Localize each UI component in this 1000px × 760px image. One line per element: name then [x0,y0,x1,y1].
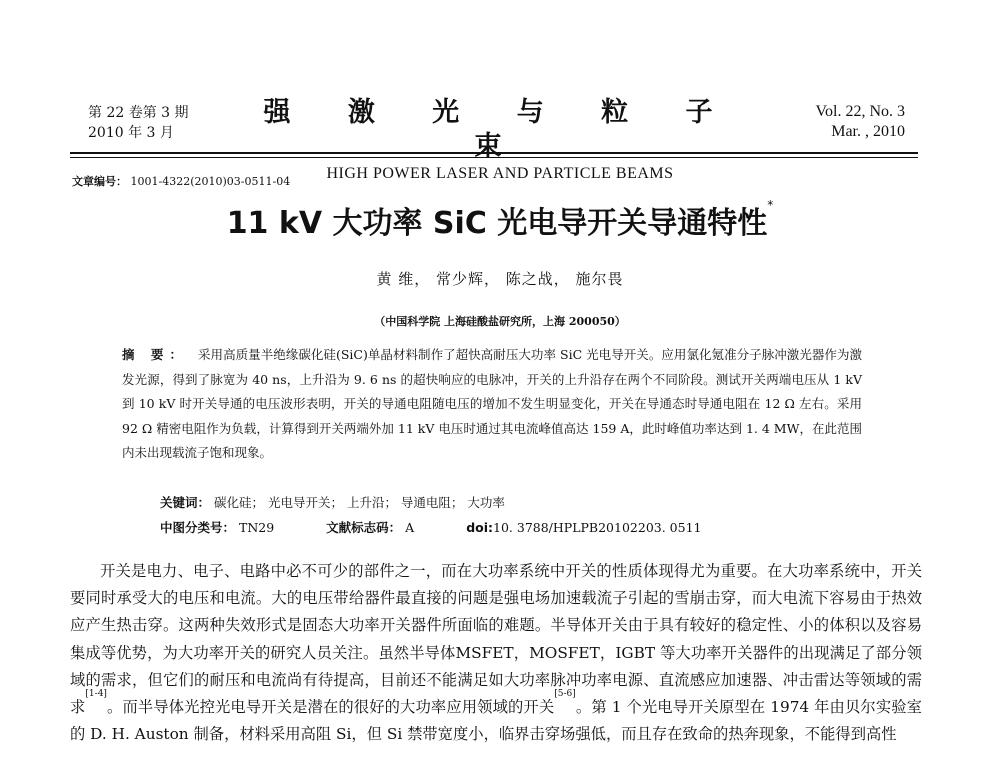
body-paragraph [70,558,922,748]
article-number-label: 文章编号： [72,175,127,188]
doi-label: doi: [466,520,494,535]
journal-name [250,96,750,184]
citation-ref[interactable]: [1-4] [85,689,107,700]
volume-issue: 第 22 卷第 3 期 [88,105,189,121]
issue-date: 2010 年 3 月 [88,125,174,141]
keywords [160,493,505,511]
article-number-value: 1001-4322(2010)03-0511-04 [130,175,291,188]
classification [160,518,701,536]
keywords-text: 碳化硅； 光电导开关； 上升沿； 导通电阻； 大功率 [214,495,505,510]
header-rule-thin [70,157,918,158]
volume-en: Vol. 22, No. 3 [815,103,905,120]
authors: 黄 维， 常少辉， 陈之战， 施尔畏 [376,270,624,288]
journal-name-en: HIGH POWER LASER AND PARTICLE BEAMS [326,165,674,182]
journal-issue-info-en [816,102,906,142]
body-text-1: 开关是电力、电子、电路中必不可少的部件之一，而在大功率系统中开关的性质体现得尤为重要。在大功率系统中，开关要同时承受大的电压和电流。大的电压带给器件最直接的问题是强电场加速载流子引起的雪崩击穿，而大电流下容易由于热效应产生热击穿。这两种失效形式是固态大功率开关器件所面临的难题。半导体开关由于具有较好的稳定性、小的体积以及容易集成等优势，为大功率开关的研究人员关注。虽然半导体MSFET，MOSFET，IGBT 等大功率开关器件的出现满足了部分领域的需求，但它们的耐压和电流尚有待提高，目前还不能满足如大功率脉冲功率电源、直流感应加速器、冲击雷达等领域的需求 [70,562,922,717]
abstract-text: 采用高质量半绝缘碳化硅(SiC)单晶材料制作了超快高耐压大功率 SiC 光电导开关。应用氯化氪准分子脉冲激光器作为激发光源，得到了脉宽为 40 ns，上升沿为 9. 6 ns 的超快响应的电脉冲，开关的上升沿存在两个不同阶段。测试开关两端电压从 1 kV 到 10 kV 时开关导通的电压波形表明，开关的导通电阻随电压的增加不发生明显变化，开关在导通态时导通电阻在 12 Ω 左右。采用 92 Ω 精密电阻作为负载，计算得到开关两端外加 11 kV 电压时通过其电流峰值高达 159 A，此时峰值功率达到 1. 4 MW，在此范围内未出现载流子饱和现象。 [122,347,862,460]
journal-issue-info [88,103,189,143]
doc-code-value: A [405,520,415,535]
doc-code-label: 文献标志码： [326,520,402,535]
date-en: Mar. , 2010 [831,123,905,140]
header-rule-thick [70,152,918,154]
body-text-3: 。第 1 个光电导开关原型在 1974 年由贝尔实验室的 D. H. Auston 制备，材料采用高阻 Si，但 Si 禁带宽度小，临界击穿场强低，而且存在致命的热奔现象，不能得到高性 [70,698,922,744]
journal-name-cn: 强 激 光 与 粒 子 束 [263,97,737,162]
abstract [122,343,862,466]
paper-title-text: 11 kV 大功率 SiC 光电导开关导通特性 [226,206,768,241]
clc-value: TN29 [239,520,275,535]
body-text [70,558,922,748]
paper-title [0,198,1000,242]
title-footnote-mark: * [767,198,774,212]
clc-label: 中图分类号： [160,520,236,535]
keywords-label: 关键词： [160,495,211,510]
abstract-label: 摘 要： [122,347,189,362]
article-number [72,173,290,189]
citation-ref[interactable]: [5-6] [554,689,576,700]
affiliation: （中国科学院 上海硅酸盐研究所，上海 200050） [374,315,626,328]
body-text-2: 。而半导体光控光电导开关是潜在的很好的大功率应用领域的开关 [106,698,555,717]
doi-value: 10. 3788/HPLPB20102203. 0511 [493,520,702,535]
